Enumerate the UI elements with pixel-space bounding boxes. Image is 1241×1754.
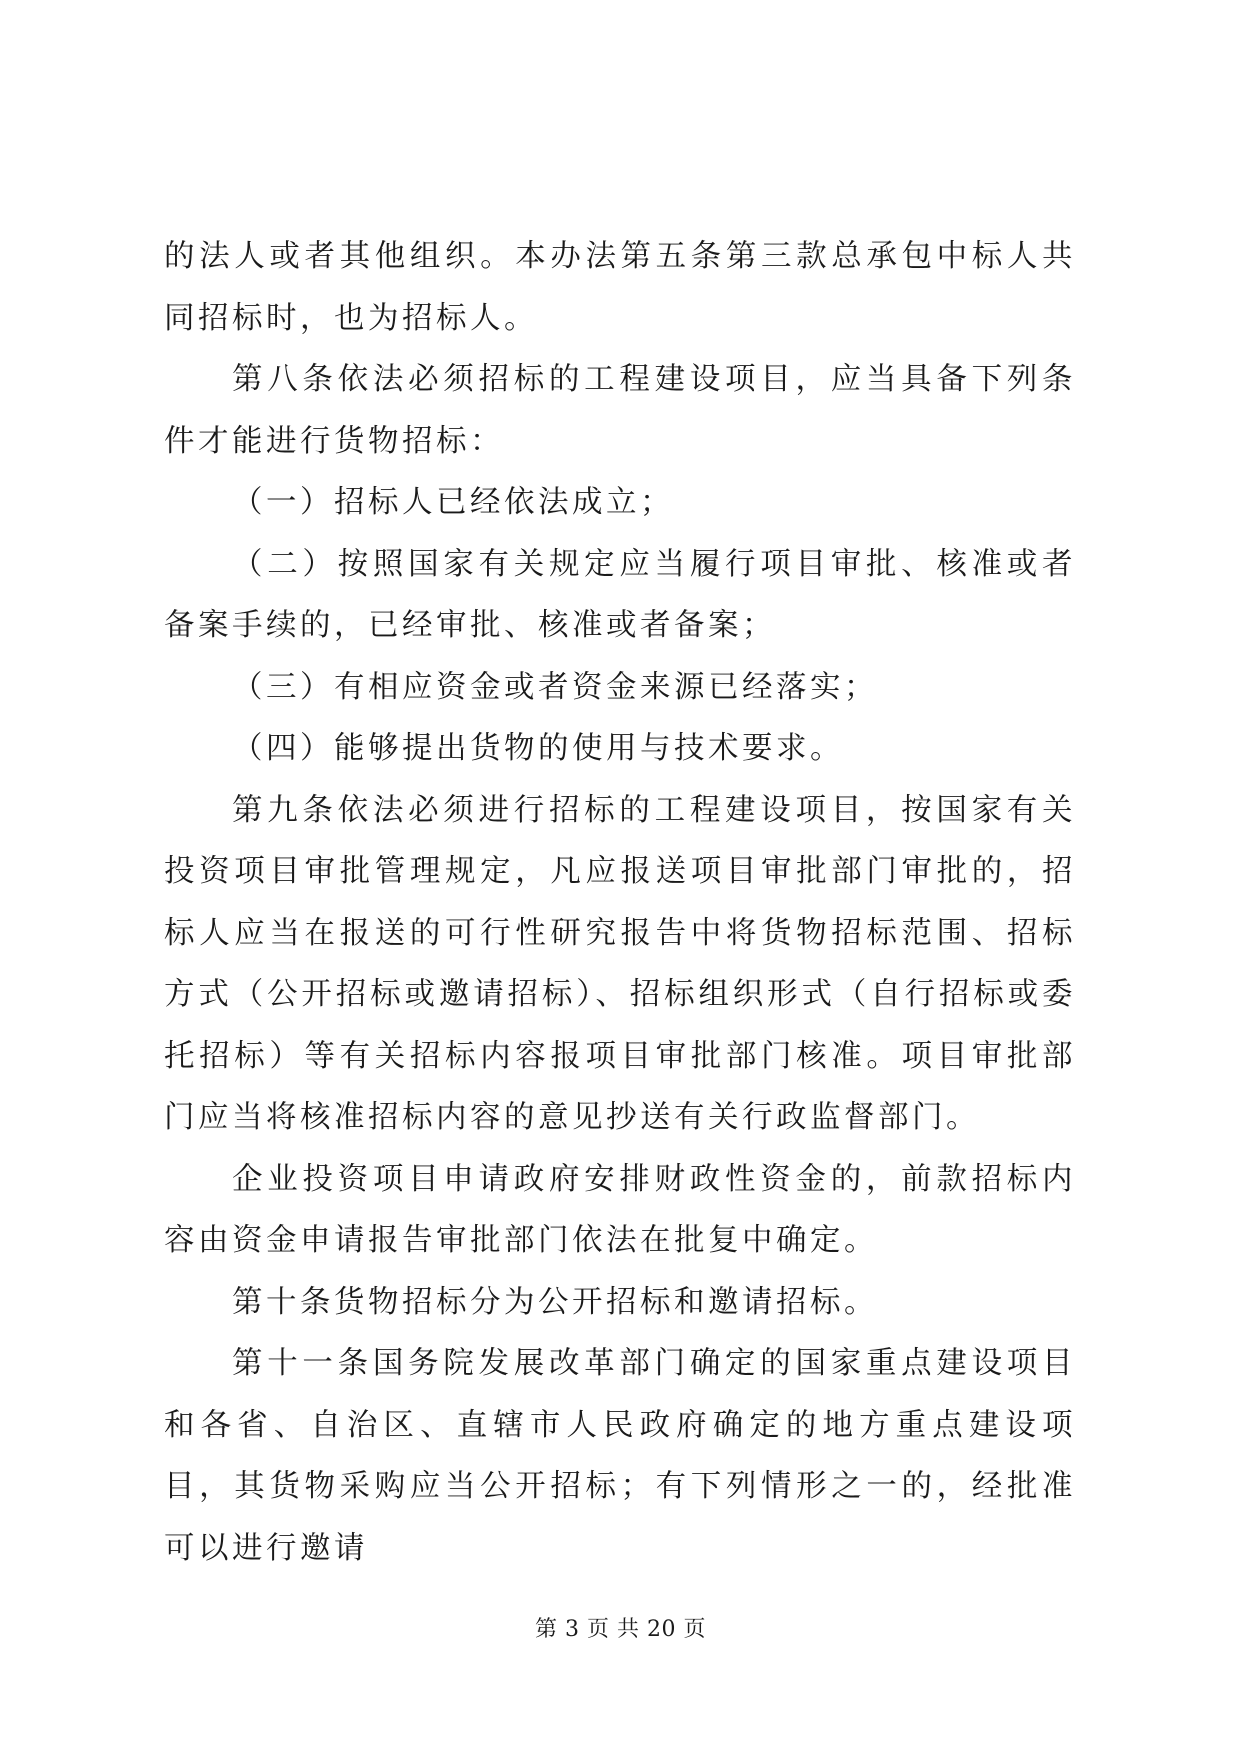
paragraph-enterprise-investment: 企业投资项目申请政府安排财政性资金的，前款招标内容由资金申请报告审批部门依法在批复中确定。 (164, 1161, 1076, 1258)
paragraph-article-9: 第九条依法必须进行招标的工程建设项目，按国家有关投资项目审批管理规定，凡应报送项目审批部门审批的，招标人应当在报送的可行性研究报告中将货物招标范围、招标方式（公开招标或邀请招标）、招标组织形式（自行招标或委托招标）等有关招标内容报项目审批部门核准。项目审批部门应当将核准招标内容的意见抄送有关行政监督部门。 (164, 792, 1076, 1135)
paragraph-article-10: 第十条货物招标分为公开招标和邀请招标。 (232, 1284, 878, 1320)
paragraph-item-4: （四）能够提出货物的使用与技术要求。 (232, 731, 844, 766)
paragraph-continuation: 的法人或者其他组织。本办法第五条第三款总承包中标人共同招标时，也为招标人。 (164, 239, 1076, 336)
paragraph-item-2: （二）按照国家有关规定应当履行项目审批、核准或者备案手续的，已经审批、核准或者备案； (164, 546, 1076, 643)
document-body (164, 226, 1076, 1579)
page-footer: 第 3 页 共 20 页 (535, 1617, 706, 1642)
paragraph-item-3: （三）有相应资金或者资金来源已经落实； (232, 669, 878, 705)
paragraph-article-11: 第十一条国务院发展改革部门确定的国家重点建设项目和各省、自治区、直辖市人民政府确定的地方重点建设项目，其货物采购应当公开招标；有下列情形之一的，经批准可以进行邀请 (164, 1346, 1076, 1566)
paragraph-article-8: 第八条依法必须招标的工程建设项目，应当具备下列条件才能进行货物招标： (164, 362, 1076, 459)
paragraph-item-1: （一）招标人已经依法成立； (232, 485, 674, 520)
